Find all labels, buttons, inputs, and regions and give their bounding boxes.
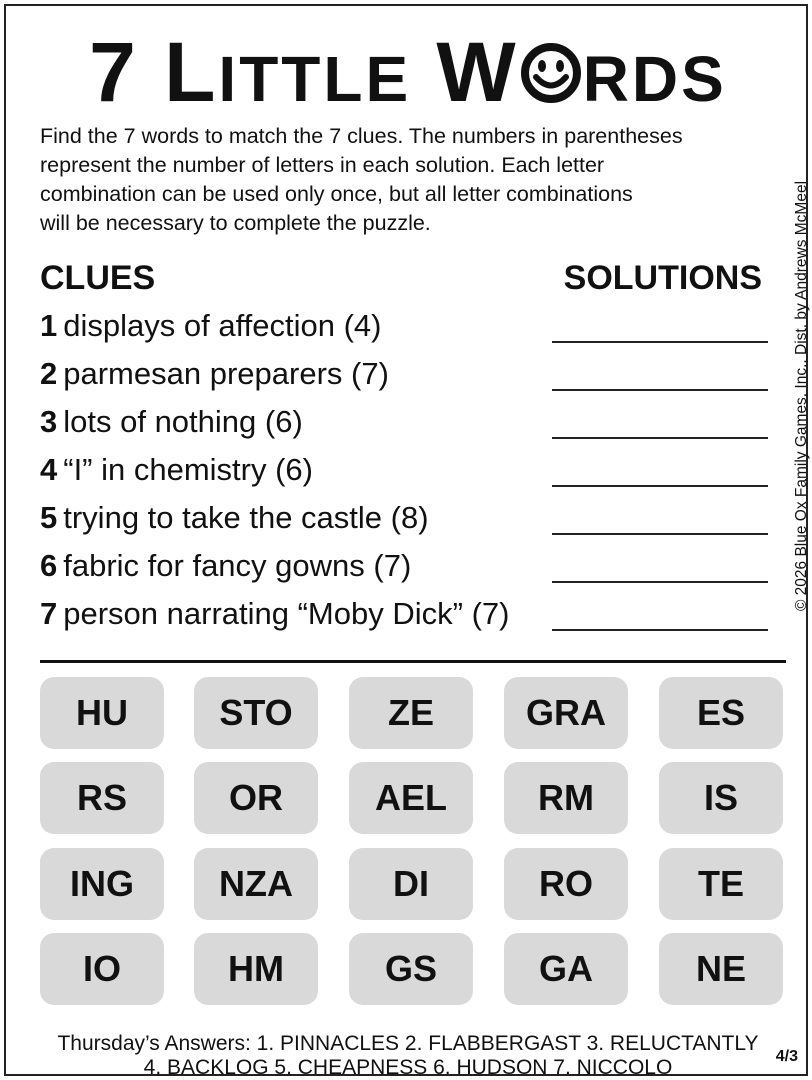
letter-tile[interactable]: GS (349, 933, 473, 1005)
title-number: 7 (89, 25, 139, 119)
clue-text: “I” in chemistry (6) (63, 452, 313, 487)
puzzle-frame (4, 4, 810, 1079)
letter-tile[interactable]: NZA (194, 848, 318, 920)
solution-blank-2[interactable] (552, 389, 768, 391)
letter-tile[interactable]: ES (659, 677, 783, 749)
solution-blank-3[interactable] (552, 437, 768, 439)
clue-1 (40, 306, 381, 346)
letter-tile[interactable]: STO (194, 677, 318, 749)
clue-text: lots of nothing (6) (63, 404, 303, 439)
clue-2 (40, 354, 389, 394)
letter-tile[interactable]: IS (659, 762, 783, 834)
letter-tile[interactable]: RS (40, 762, 164, 834)
copyright-credit: © 2026 Blue Ox Family Games, Inc., Dist. by Andrews McMeel (793, 180, 810, 612)
letter-tile[interactable]: ZE (349, 677, 473, 749)
clue-5 (40, 498, 429, 538)
clue-number: 3 (40, 404, 58, 439)
clue-text: displays of affection (4) (63, 308, 382, 343)
title-letter-w: W (436, 25, 519, 119)
clue-number: 4 (40, 452, 58, 487)
solution-blank-1[interactable] (552, 341, 768, 343)
letter-tile[interactable]: HU (40, 677, 164, 749)
letter-tile[interactable]: AEL (349, 762, 473, 834)
divider-line (40, 660, 786, 663)
clues-header: CLUES (40, 259, 156, 297)
title-letter-l: L (164, 25, 219, 119)
letter-tile[interactable]: IO (40, 933, 164, 1005)
solution-blank-6[interactable] (552, 581, 768, 583)
clue-text: trying to take the castle (8) (63, 500, 429, 535)
title-word-rds: RDS (582, 43, 727, 115)
clue-number: 6 (40, 548, 58, 583)
letter-tile[interactable]: HM (194, 933, 318, 1005)
answers-line-1: Thursday’s Answers: 1. PINNACLES 2. FLABBERGAST 3. RELUCTANTLY (57, 1032, 759, 1055)
clue-6 (40, 546, 411, 586)
letter-tile[interactable]: ING (40, 848, 164, 920)
title-word-little: ITTLE (218, 43, 412, 115)
letter-tile[interactable]: GA (504, 933, 628, 1005)
clue-text: parmesan preparers (7) (63, 356, 389, 391)
letter-tile[interactable]: RO (504, 848, 628, 920)
solution-blank-5[interactable] (552, 533, 768, 535)
solutions-header: SOLUTIONS (563, 259, 762, 297)
instructions-text: Find the 7 words to match the 7 clues. The numbers in parentheses represent the number of letters in each solution. Each letter combination can be used only once, but all letter combinations will be necessary to complete the puzzle. (40, 124, 683, 235)
clue-number: 1 (40, 308, 58, 343)
clue-number: 7 (40, 596, 58, 631)
clue-text: fabric for fancy gowns (7) (63, 548, 412, 583)
previous-answers (6, 1032, 810, 1080)
clue-4 (40, 450, 313, 490)
smiley-face-icon (520, 42, 582, 104)
letter-tile[interactable]: DI (349, 848, 473, 920)
letter-tile[interactable]: RM (504, 762, 628, 834)
solution-blank-4[interactable] (552, 485, 768, 487)
puzzle-title (6, 25, 810, 121)
letter-tile[interactable]: TE (659, 848, 783, 920)
clue-number: 5 (40, 500, 58, 535)
solution-blank-7[interactable] (552, 629, 768, 631)
answers-line-2: 4. BACKLOG 5. CHEAPNESS 6. HUDSON 7. NICCOLO (143, 1056, 673, 1079)
clue-number: 2 (40, 356, 58, 391)
puzzle-date: 4/3 (775, 1048, 798, 1065)
clue-7 (40, 594, 509, 634)
letter-tile[interactable]: GRA (504, 677, 628, 749)
clue-text: person narrating “Moby Dick” (7) (63, 596, 510, 631)
clue-3 (40, 402, 303, 442)
letter-tile[interactable]: NE (659, 933, 783, 1005)
letter-tile[interactable]: OR (194, 762, 318, 834)
